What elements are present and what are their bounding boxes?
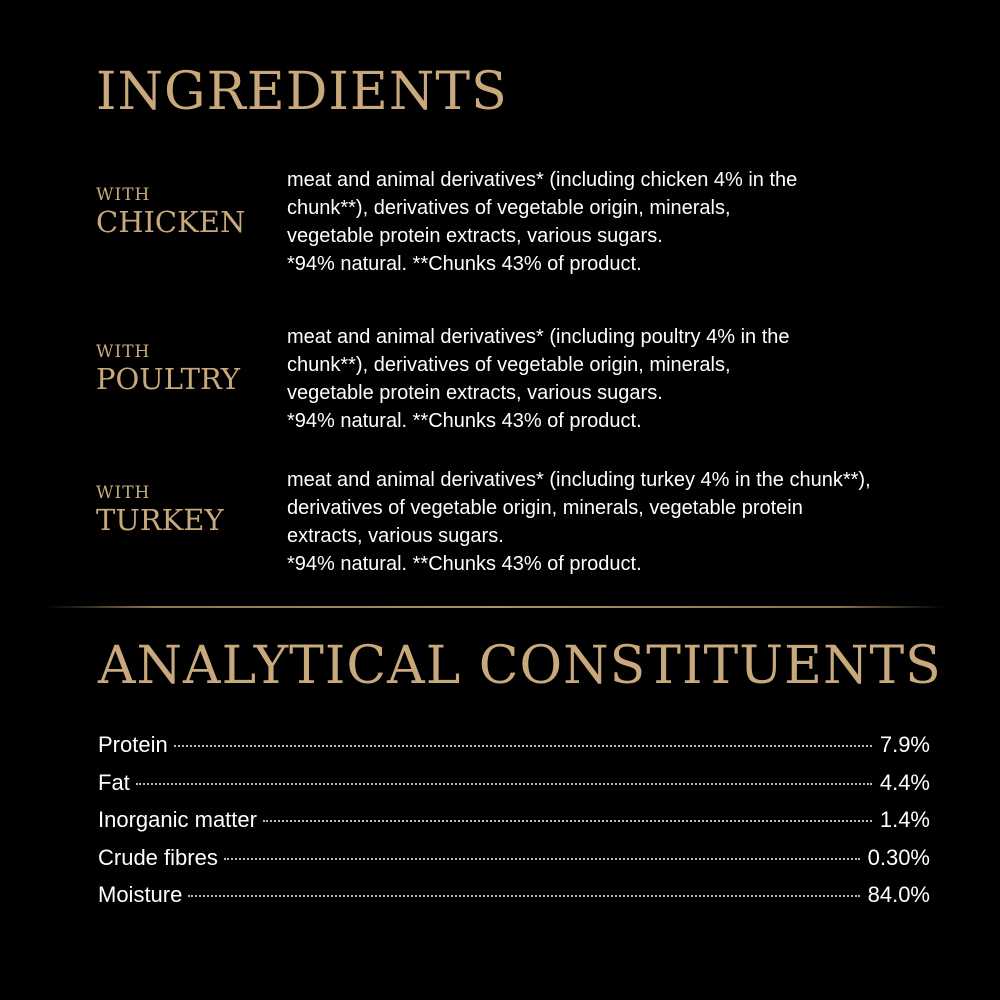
- dot-leader: [136, 783, 872, 785]
- variant-name: CHICKEN: [96, 205, 246, 239]
- section-divider: [45, 606, 945, 608]
- constituent-label: Fat: [98, 769, 130, 795]
- variant-name: TURKEY: [96, 503, 224, 537]
- constituent-row-moisture: [98, 880, 930, 918]
- description-line: vegetable protein extracts, various sugars.: [287, 225, 663, 247]
- constituent-value: 0.30%: [867, 844, 930, 870]
- variant-label-poultry: [96, 342, 240, 396]
- constituent-value: 1.4%: [879, 807, 930, 832]
- constituent-row-protein: [98, 730, 930, 768]
- description-line: meat and animal derivatives* (including poultry 4% in the: [287, 326, 790, 348]
- dot-leader: [263, 820, 872, 822]
- constituent-row-crude-fibres: [98, 843, 930, 881]
- dot-leader: [224, 858, 860, 860]
- ingredients-title: INGREDIENTS: [96, 62, 508, 122]
- variant-name: POULTRY: [96, 362, 241, 396]
- constituent-label: Protein: [98, 732, 168, 757]
- variant-with: WITH: [96, 483, 151, 503]
- variant-with: WITH: [96, 342, 151, 362]
- description-line: *94% natural. **Chunks 43% of product.: [287, 253, 642, 275]
- constituent-label: Crude fibres: [98, 844, 218, 870]
- variant-with: WITH: [96, 185, 151, 205]
- description-line: *94% natural. **Chunks 43% of product.: [287, 410, 642, 432]
- description-line: chunk**), derivatives of vegetable origin, minerals,: [287, 354, 731, 376]
- description-line: meat and animal derivatives* (including turkey 4% in the chunk**),: [287, 469, 871, 491]
- constituent-label: Moisture: [98, 882, 183, 907]
- dot-leader: [174, 745, 872, 747]
- variant-label-chicken: [96, 185, 245, 239]
- variant-description-poultry: [287, 323, 977, 435]
- constituents-list: [98, 730, 930, 918]
- constituent-label: Inorganic matter: [98, 807, 257, 832]
- constituent-value: 7.9%: [879, 732, 930, 757]
- analytical-constituents-title: ANALYTICAL CONSTITUENTS: [98, 636, 942, 696]
- variant-description-chicken: [287, 166, 977, 278]
- constituent-row-inorganic-matter: [98, 805, 930, 843]
- constituent-value: 84.0%: [867, 882, 930, 907]
- description-line: derivatives of vegetable origin, minerals, vegetable protein: [287, 497, 803, 519]
- description-line: meat and animal derivatives* (including chicken 4% in the: [287, 169, 798, 191]
- description-line: extracts, various sugars.: [287, 525, 504, 547]
- description-line: chunk**), derivatives of vegetable origin, minerals,: [287, 197, 731, 219]
- constituent-value: 4.4%: [879, 769, 930, 795]
- description-line: vegetable protein extracts, various sugars.: [287, 382, 663, 404]
- variant-label-turkey: [96, 483, 224, 537]
- description-line: *94% natural. **Chunks 43% of product.: [287, 553, 642, 575]
- variant-description-turkey: [287, 466, 977, 578]
- constituent-row-fat: [98, 768, 930, 806]
- dot-leader: [188, 895, 859, 897]
